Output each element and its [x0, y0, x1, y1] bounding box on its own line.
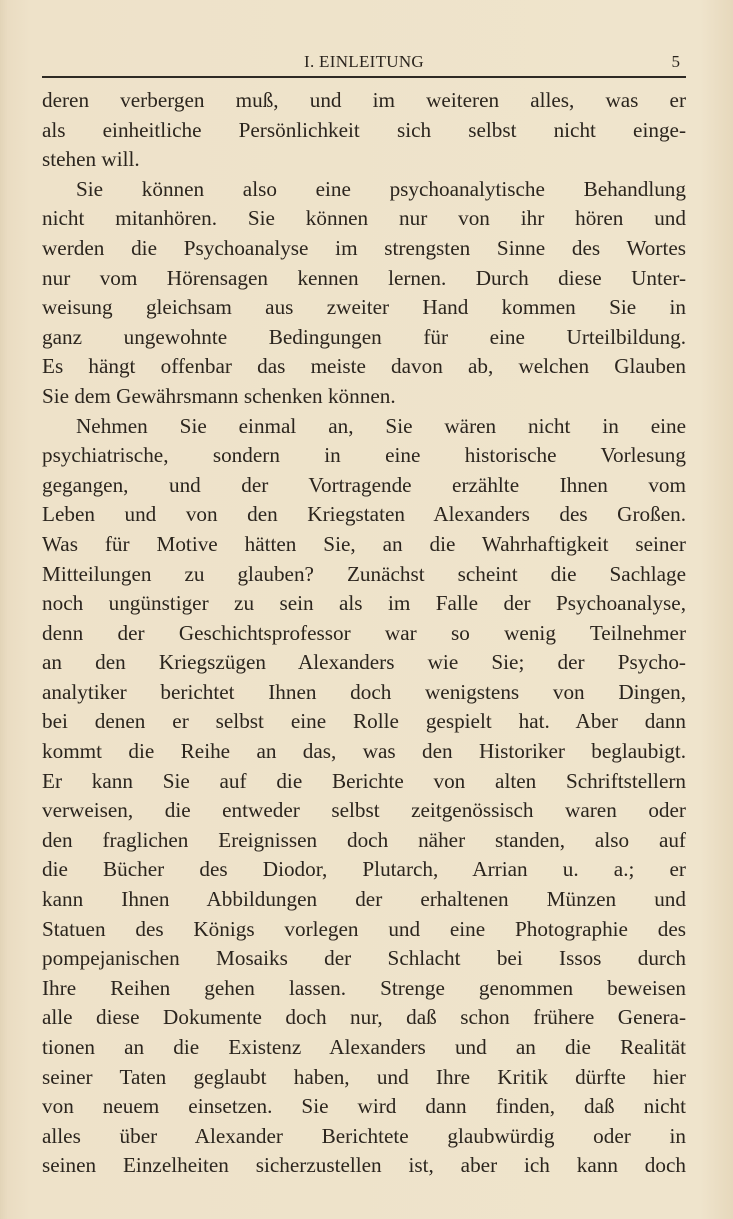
text-line: an den Kriegszügen Alexanders wie Sie; der Psycho- [42, 650, 686, 675]
text-line: Statuen des Königs vorlegen und eine Photographie des [42, 916, 686, 941]
text-line: noch ungünstiger zu sein als im Falle der Psychoanalyse, [42, 591, 686, 616]
text-line: bei denen er selbst eine Rolle gespielt hat. Aber dann [42, 709, 686, 734]
chapter-title: I. EINLEITUNG [303, 52, 425, 71]
text-line: Sie können also eine psychoanalytische Behandlung [76, 176, 686, 201]
text-line: Nehmen Sie einmal an, Sie wären nicht in eine [76, 413, 686, 438]
text-line: gegangen, und der Vortragende erzählte Ihnen vom [42, 472, 686, 497]
text-line: von neuem einsetzen. Sie wird dann finden, daß nicht [42, 1094, 686, 1119]
text-line: alle diese Dokumente doch nur, daß schon frühere Genera- [42, 1005, 686, 1030]
text-line: seiner Taten geglaubt haben, und Ihre Kritik dürfte hier [42, 1064, 686, 1089]
text-line: Er kann Sie auf die Berichte von alten Schriftstellern [42, 768, 686, 793]
text-line: denn der Geschichtsprofessor war so wenig Teilnehmer [42, 620, 686, 645]
text-line: seinen Einzelheiten sicherzustellen ist, aber ich kann doch [42, 1153, 686, 1178]
text-line: die Bücher des Diodor, Plutarch, Arrian u. a.; er [42, 857, 686, 882]
text-line: Es hängt offenbar das meiste davon ab, welchen Glauben [42, 354, 686, 379]
text-line: als einheitliche Persönlichkeit sich selbst nicht einge- [42, 117, 686, 142]
text-line: Sie dem Gewährsmann schenken können. [42, 383, 396, 408]
text-line: stehen will. [42, 147, 140, 172]
text-line: Mitteilungen zu glauben? Zunächst scheint die Sachlage [42, 561, 686, 586]
text-line: ganz ungewohnte Bedingungen für eine Urteilbildung. [42, 324, 686, 349]
text-line: alles über Alexander Berichtete glaubwürdig oder in [42, 1123, 686, 1148]
text-line: analytiker berichtet Ihnen doch wenigstens von Dingen, [42, 679, 686, 704]
text-line: kann Ihnen Abbildungen der erhaltenen Münzen und [42, 887, 686, 912]
text-line: tionen an die Existenz Alexanders und an die Realität [42, 1035, 686, 1059]
running-header [42, 50, 686, 78]
text-line: weisung gleichsam aus zweiter Hand kommen Sie in [42, 295, 686, 320]
text-line: Ihre Reihen gehen lassen. Strenge genommen beweisen [42, 975, 686, 1000]
text-line: pompejanischen Mosaiks der Schlacht bei Issos durch [42, 946, 686, 971]
body-text [42, 86, 686, 1181]
text-line: nur vom Hörensagen kennen lernen. Durch diese Unter- [42, 265, 686, 290]
text-line: den fraglichen Ereignissen doch näher standen, also auf [42, 827, 686, 852]
text-line: werden die Psychoanalyse im strengsten Sinne des Wortes [42, 235, 686, 260]
text-line: kommt die Reihe an das, was den Historiker beglaubigt. [42, 739, 686, 764]
page-number: 5 [671, 52, 680, 71]
text-line: deren verbergen muß, und im weiteren alles, was er [42, 88, 686, 112]
text-line: Was für Motive hätten Sie, an die Wahrhaftigkeit seiner [42, 531, 686, 556]
text-line: nicht mitanhören. Sie können nur von ihr hören und [42, 206, 686, 231]
text-line: Leben und von den Kriegstaten Alexanders des Großen. [42, 502, 686, 527]
text-line: verweisen, die entweder selbst zeitgenössisch waren oder [42, 798, 686, 823]
text-line: psychiatrische, sondern in eine historische Vorlesung [42, 443, 686, 468]
